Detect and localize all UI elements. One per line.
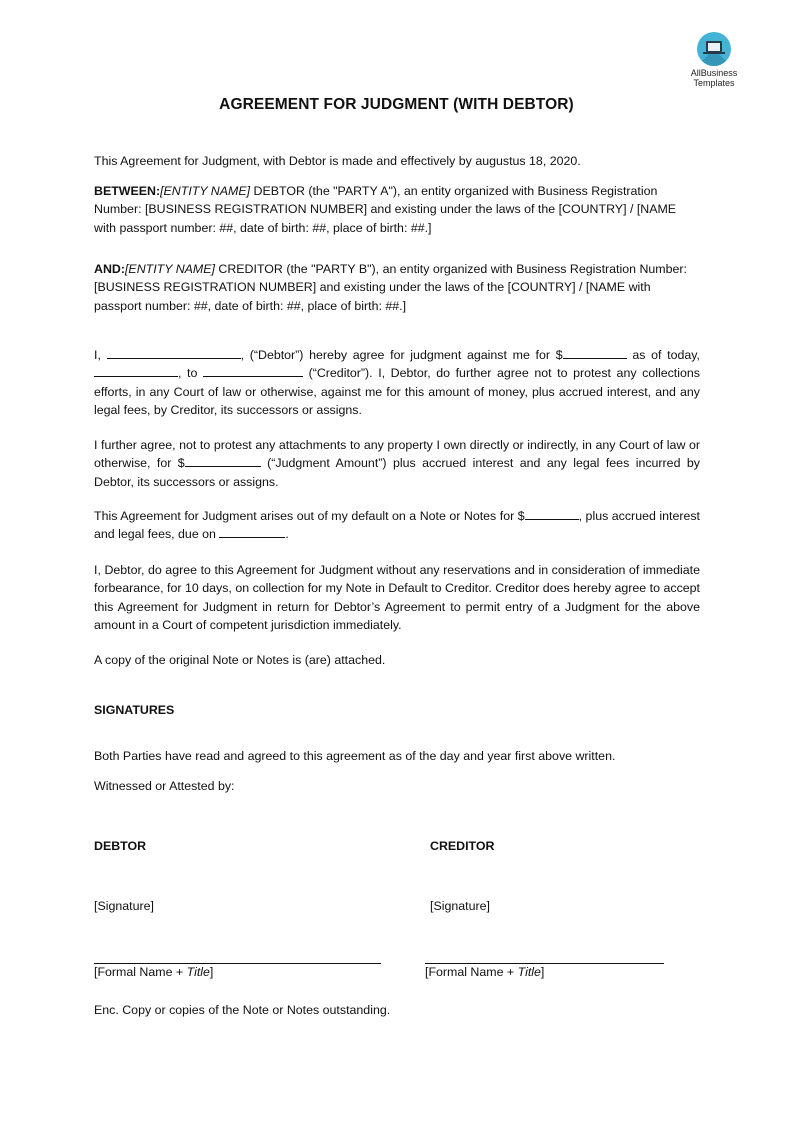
party-a-text: DEBTOR (the "PARTY A"), an entity organized with Business Registration Number: [BUSINESS REGISTRATION NUMBER] and existing under the laws of the [COUNTRY] / [NAME with passport number: ##, date of birth: ##, place of birth: ##.] [94, 184, 677, 235]
judgment-amount-blank[interactable] [563, 346, 627, 359]
attached-note-paragraph: A copy of the original Note or Notes is (are) attached. [94, 653, 386, 667]
agreed-statement: Both Parties have read and agreed to this agreement as of the day and year first above written. [94, 749, 616, 763]
debtor-signature-line[interactable] [94, 963, 381, 964]
creditor-label: CREDITOR [430, 839, 495, 853]
signatures-heading: SIGNATURES [94, 703, 175, 717]
date-blank[interactable] [94, 364, 178, 377]
creditor-name-blank[interactable] [203, 364, 303, 377]
debtor-agreement-paragraph: I, , (“Debtor”) hereby agree for judgment against me for $ as of today, , to (“Creditor”). I, Debtor, do further agree not to protest any collections efforts, in any Court of law or otherwise, against me for this amount of money, plus accrued interest, and any legal fees, by Creditor, its successors or assigns. [94, 348, 700, 418]
creditor-signature-line[interactable] [425, 963, 664, 964]
note-amount-blank[interactable] [525, 507, 579, 520]
judgment-amount-blank-2[interactable] [185, 454, 261, 467]
between-label: BETWEEN: [94, 184, 161, 198]
party-b-text: CREDITOR (the "PARTY B"), an entity organized with Business Registration Number: [BUSINESS REGISTRATION NUMBER] and existing under the laws of the [COUNTRY] / [NAME with passport number: ##, date of birth: ##, place of birth: ##.] [94, 262, 687, 313]
due-date-blank[interactable] [219, 525, 285, 538]
debtor-label: DEBTOR [94, 839, 147, 853]
intro-paragraph: This Agreement for Judgment, with Debtor is made and effectively by augustus 18, 2020. [94, 154, 581, 168]
party-b-paragraph [94, 260, 700, 315]
party-b-entity: [ENTITY NAME] [124, 262, 215, 276]
debtor-signature-placeholder: [Signature] [94, 899, 154, 913]
debtor-formal-name: [Formal Name + Title] [94, 965, 214, 979]
creditor-formal-name: [Formal Name + Title] [425, 965, 545, 979]
attachments-paragraph: I further agree, not to protest any attachments to any property I own directly or indirectly, in any Court of law or otherwise, for $ (“Judgment Amount”) plus accrued interest and any legal fees incurred by Debtor, its successors or assigns. [94, 438, 700, 489]
laptop-icon [697, 32, 731, 66]
creditor-signature-placeholder: [Signature] [430, 899, 490, 913]
party-a-paragraph [94, 182, 700, 237]
logo-text: AllBusiness Templates [690, 68, 738, 88]
enclosure-note: Enc. Copy or copies of the Note or Notes outstanding. [94, 1003, 391, 1017]
and-label: AND: [94, 262, 125, 276]
witnessed-label: Witnessed or Attested by: [94, 779, 235, 793]
forbearance-paragraph: I, Debtor, do agree to this Agreement for Judgment without any reservations and in consideration of immediate forbearance, for 10 days, on collection for my Note in Default to Creditor. Creditor does hereby agree to accept this Agreement for Judgment in return for Debtor’s Agreement to permit entry of a Judgment for the above amount in a Court of competent jurisdiction immediately. [94, 563, 700, 633]
party-a-entity: [ENTITY NAME] [160, 184, 251, 198]
default-paragraph: This Agreement for Judgment arises out of my default on a Note or Notes for $ , plus accrued interest and legal fees, due on . [94, 509, 700, 542]
debtor-name-blank[interactable] [107, 346, 241, 359]
allbusiness-templates-logo [686, 32, 742, 88]
document-title: AGREEMENT FOR JUDGMENT (WITH DEBTOR) [219, 96, 574, 113]
